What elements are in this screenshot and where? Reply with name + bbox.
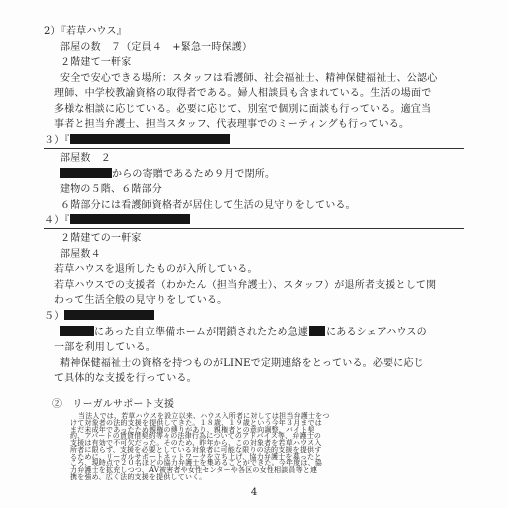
section-4-body-line: 若草ハウスでの支援者（わかたん（担当弁護士）、スタッフ）が退所者支援として関	[54, 280, 437, 291]
section-4-body-line: 若草ハウスを退所したものが入所している。	[54, 264, 258, 275]
redaction-block	[70, 214, 190, 224]
section-3-floors: 建物の５階、６階部分	[60, 184, 162, 195]
legal-body-line: まだ未成年であったため親権の縛りがあり、親権者との意向調整、バイト契	[70, 425, 315, 434]
legal-body-line: けて対象者の法的支援を提供してきた。１８歳、１９歳という今年３月までは	[70, 418, 322, 427]
section-2-rooms: 部屋の数 ７（定員４ +緊急一時保護）	[60, 42, 253, 53]
redaction-block	[60, 168, 112, 178]
legal-body-line: るために、リーガルサポートネットワークを立ち上げ、協力弁護士を募ったと	[70, 452, 322, 461]
legal-body-line: 力弁護士を拡充しつつ、AV被害者や女性センターや各区の女性相談員等と連	[70, 466, 318, 475]
redaction-block	[60, 326, 94, 336]
section-3-heading	[44, 134, 230, 147]
section-3-rooms: 部屋数 ２	[60, 153, 111, 164]
section-3-closure-text: からの寄贈であるため９月で閉所。	[112, 169, 276, 180]
legal-support-heading: ② リーガルサポート支援	[52, 399, 175, 410]
section-2-body-line: 事者と担当弁護士、担当スタッフ、代表理事でのミーティングも行っている。	[54, 119, 410, 130]
section-5-heading	[44, 310, 154, 323]
section-3-sixth-floor: ６階部分には看護師資格者が居住して生活の見守りをしている。	[60, 200, 356, 211]
heading-underline	[44, 228, 464, 229]
section-2-building: ２階建て一軒家	[60, 57, 132, 68]
legal-body-line: 支援は有効で不可欠だった。そのため、昨年から、この対象者を若草ハウス入	[70, 439, 322, 448]
section-4-body-line: わって生活全般の見守りをしている。	[54, 295, 228, 306]
heading-underline	[44, 148, 464, 149]
section-5-line: 一部を利用している。	[54, 342, 156, 353]
section-4-building: ２階建ての一軒家	[60, 233, 142, 244]
section-4-rooms: 部屋数４	[60, 249, 101, 260]
section-2-body-line: 理師、中学校教諭資格の取得者である。婦人相談員も含まれている。生活の場面で	[54, 88, 432, 99]
section-2-heading: 2）『若草ハウス』	[44, 26, 127, 37]
legal-body-line: 携を強め、広く法的支援を提供していく。	[70, 473, 207, 481]
legal-body-line: 当法人では、若草ハウスを設立以来、ハウス入所者に対しては担当弁護士をつ	[78, 412, 330, 420]
section-2-body-line: 安全で安心できる場所：スタッフは看護師、社会福祉士、精神保健福祉士、公認心	[60, 73, 438, 84]
section-5-heading-text: ５）	[44, 311, 65, 322]
redaction-block	[64, 310, 154, 320]
redaction-block	[70, 134, 230, 144]
section-4-heading	[44, 214, 190, 227]
legal-body-line: ころ、現時点で２０名ほどの協力弁護士を集めることができた。今年度は、協	[70, 459, 322, 468]
section-5-line: て具体的な支援を行っている。	[54, 373, 197, 384]
section-5-text: にあった自立準備ホームが閉鎖されたため急遽	[94, 327, 309, 338]
section-2-body-line: 多様な相談に応じている。必要に応じて、別室で個別に面談も行っている。適宜当	[54, 104, 432, 115]
redaction-block	[309, 326, 325, 336]
section-5-line: 精神保健福祉士の資格を持つものがLINEで定期連絡をとっている。必要に応じ	[60, 358, 424, 369]
page-number: 4	[250, 487, 258, 498]
section-5-text: にあるシェアハウスの	[326, 327, 427, 338]
section-3-closure	[60, 168, 275, 181]
legal-body-line: 所者に限らず、支援を必要としている対象者に可能な限りの法的支援を提供す	[70, 445, 322, 454]
section-5-line	[60, 326, 427, 339]
section-4-heading-text: ４）『	[44, 215, 70, 226]
legal-body-line: 約、アパートの賃貸借契約等々の法律行為についてのアドバイス等、弁護士の	[70, 432, 322, 441]
section-3-heading-text: ３）『	[44, 135, 70, 146]
